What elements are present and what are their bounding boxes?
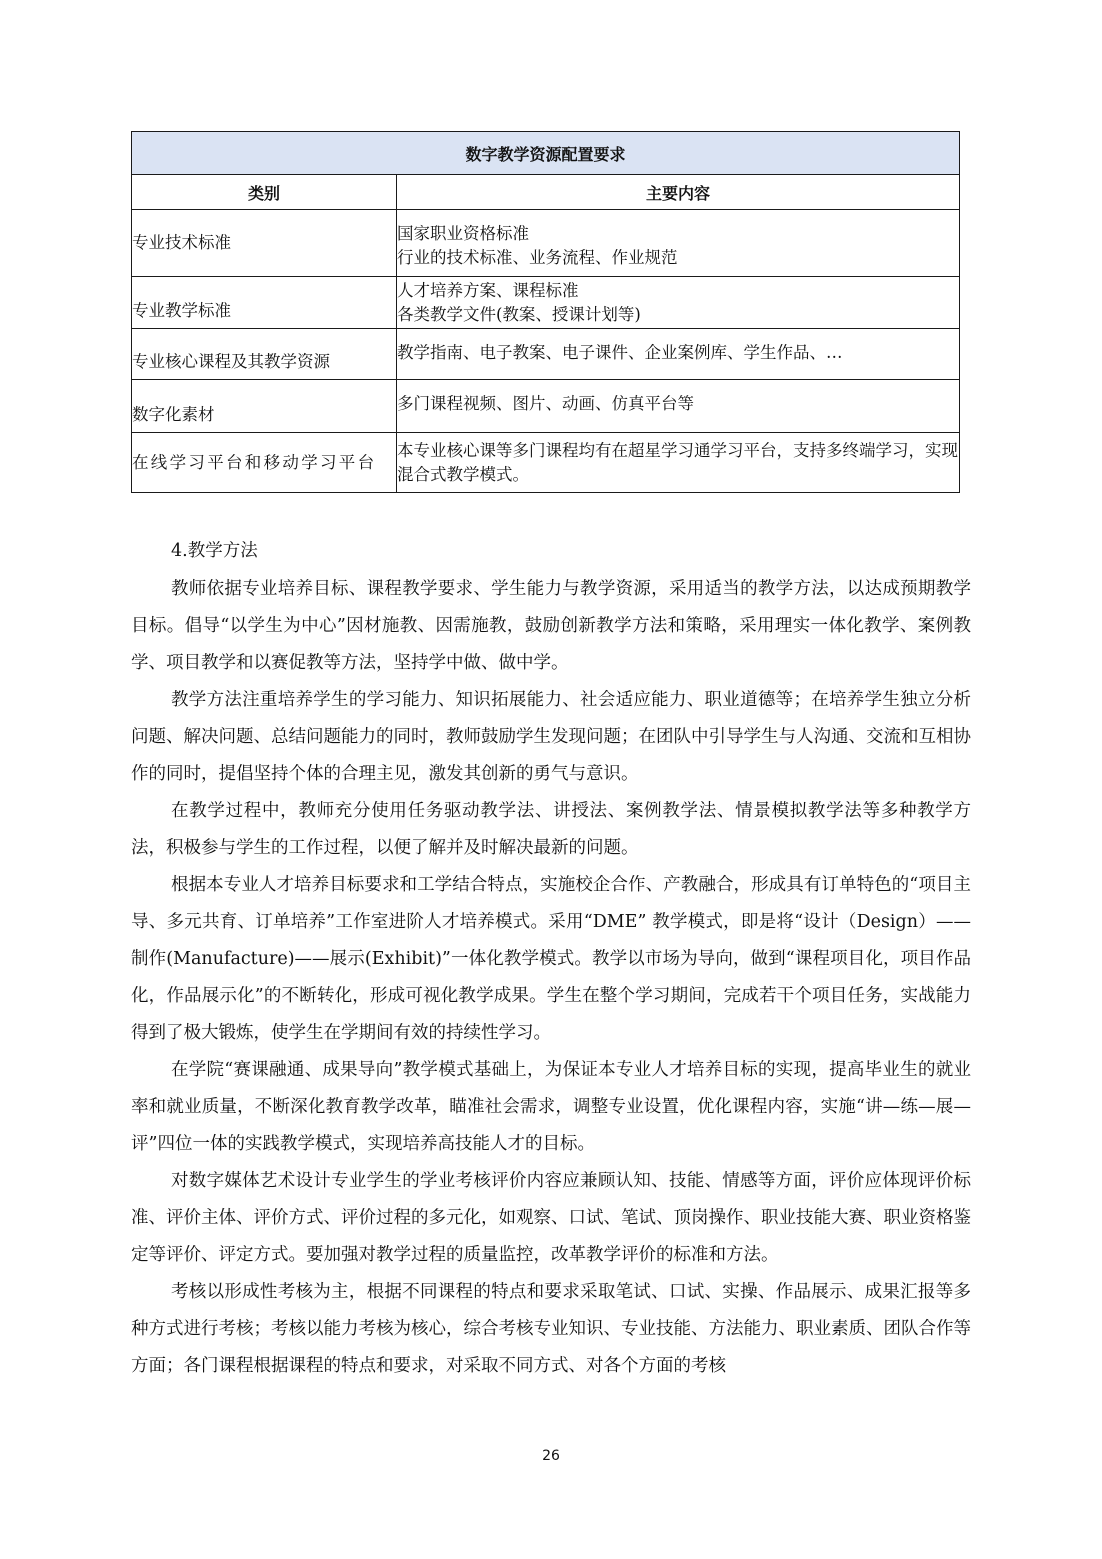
category-cell: 在线学习平台和移动学习平台: [132, 433, 397, 493]
content-line: 人才培养方案、课程标准: [397, 280, 579, 300]
table-caption: 数字教学资源配置要求: [132, 132, 960, 175]
content-cell: [397, 329, 960, 380]
category-cell: 专业技术标准: [132, 210, 397, 277]
content-cell: [397, 210, 960, 277]
category-cell: 专业核心课程及其教学资源: [132, 329, 397, 380]
section-heading: 4.教学方法: [171, 541, 258, 561]
table-row: [132, 329, 960, 380]
content-line: 行业的技术标准、业务流程、作业规范: [397, 248, 678, 267]
section-body: [131, 571, 971, 1385]
content-cell: [397, 380, 960, 433]
content-cell: 本专业核心课等多门课程均有在超星学习通学习平台，支持多终端学习，实现混合式教学模式。: [397, 433, 960, 493]
resource-requirements-table: [131, 131, 960, 493]
paragraph: 教学方法注重培养学生的学习能力、知识拓展能力、社会适应能力、职业道德等；在培养学生独立分析问题、解决问题、总结问题能力的同时，教师鼓励学生发现问题；在团队中引导学生与人沟通、交流和互相协作的同时，提倡坚持个体的合理主见，激发其创新的勇气与意识。: [131, 690, 971, 784]
page-number: 26: [542, 1448, 560, 1464]
table-row: [132, 210, 960, 277]
table-row: [132, 433, 960, 493]
column-header-category: 类别: [132, 175, 397, 210]
content-cell: [397, 277, 960, 329]
paragraph: 教师依据专业培养目标、课程教学要求、学生能力与教学资源，采用适当的教学方法，以达成预期教学目标。倡导“以学生为中心”因材施教、因需施教，鼓励创新教学方法和策略，采用理实一体化教学、案例教学、项目教学和以赛促教等方法，坚持学中做、做中学。: [131, 579, 971, 673]
paragraph: 对数字媒体艺术设计专业学生的学业考核评价内容应兼顾认知、技能、情感等方面，评价应体现评价标准、评价主体、评价方式、评价过程的多元化，如观察、口试、笔试、顶岗操作、职业技能大赛、职业资格鉴定等评价、评定方式。要加强对教学过程的质量监控，改革教学评价的标准和方法。: [131, 1171, 971, 1265]
content-line: 多门课程视频、图片、动画、仿真平台等: [397, 394, 694, 413]
category-cell: 数字化素材: [132, 380, 397, 433]
content-line: 教学指南、电子教案、电子课件、企业案例库、学生作品、…: [397, 343, 843, 362]
paragraph: 在学院“赛课融通、成果导向”教学模式基础上，为保证本专业人才培养目标的实现，提高毕业生的就业率和就业质量，不断深化教育教学改革，瞄准社会需求，调整专业设置，优化课程内容，实施“讲—练—展—评”四位一体的实践教学模式，实现培养高技能人才的目标。: [131, 1060, 971, 1154]
paragraph: 考核以形成性考核为主，根据不同课程的特点和要求采取笔试、口试、实操、作品展示、成果汇报等多种方式进行考核；考核以能力考核为核心，综合考核专业知识、专业技能、方法能力、职业素质、团队合作等方面；各门课程根据课程的特点和要求，对采取不同方式、对各个方面的考核: [131, 1282, 971, 1376]
category-cell: 专业教学标准: [132, 277, 397, 329]
content-line: 国家职业资格标准: [397, 224, 529, 243]
column-header-content: 主要内容: [397, 175, 960, 210]
paragraph: 在教学过程中，教师充分使用任务驱动教学法、讲授法、案例教学法、情景模拟教学法等多种教学方法，积极参与学生的工作过程，以便了解并及时解决最新的问题。: [131, 801, 971, 858]
table-row: [132, 380, 960, 433]
content-line: 各类教学文件(教案、授课计划等): [397, 304, 641, 324]
table-row: [132, 277, 960, 329]
paragraph: 根据本专业人才培养目标要求和工学结合特点，实施校企合作、产教融合，形成具有订单特色的“项目主导、多元共育、订单培养”工作室进阶人才培养模式。采用“DME” 教学模式，即是将“设计（Design）——制作(Manufacture)——展示(Exhibit)”一体化教学模式。教学以市场为导向，做到“课程项目化，项目作品化，作品展示化”的不断转化，形成可视化教学成果。学生在整个学习期间，完成若干个项目任务，实战能力得到了极大锻炼，使学生在学期间有效的持续性学习。: [131, 875, 971, 1043]
